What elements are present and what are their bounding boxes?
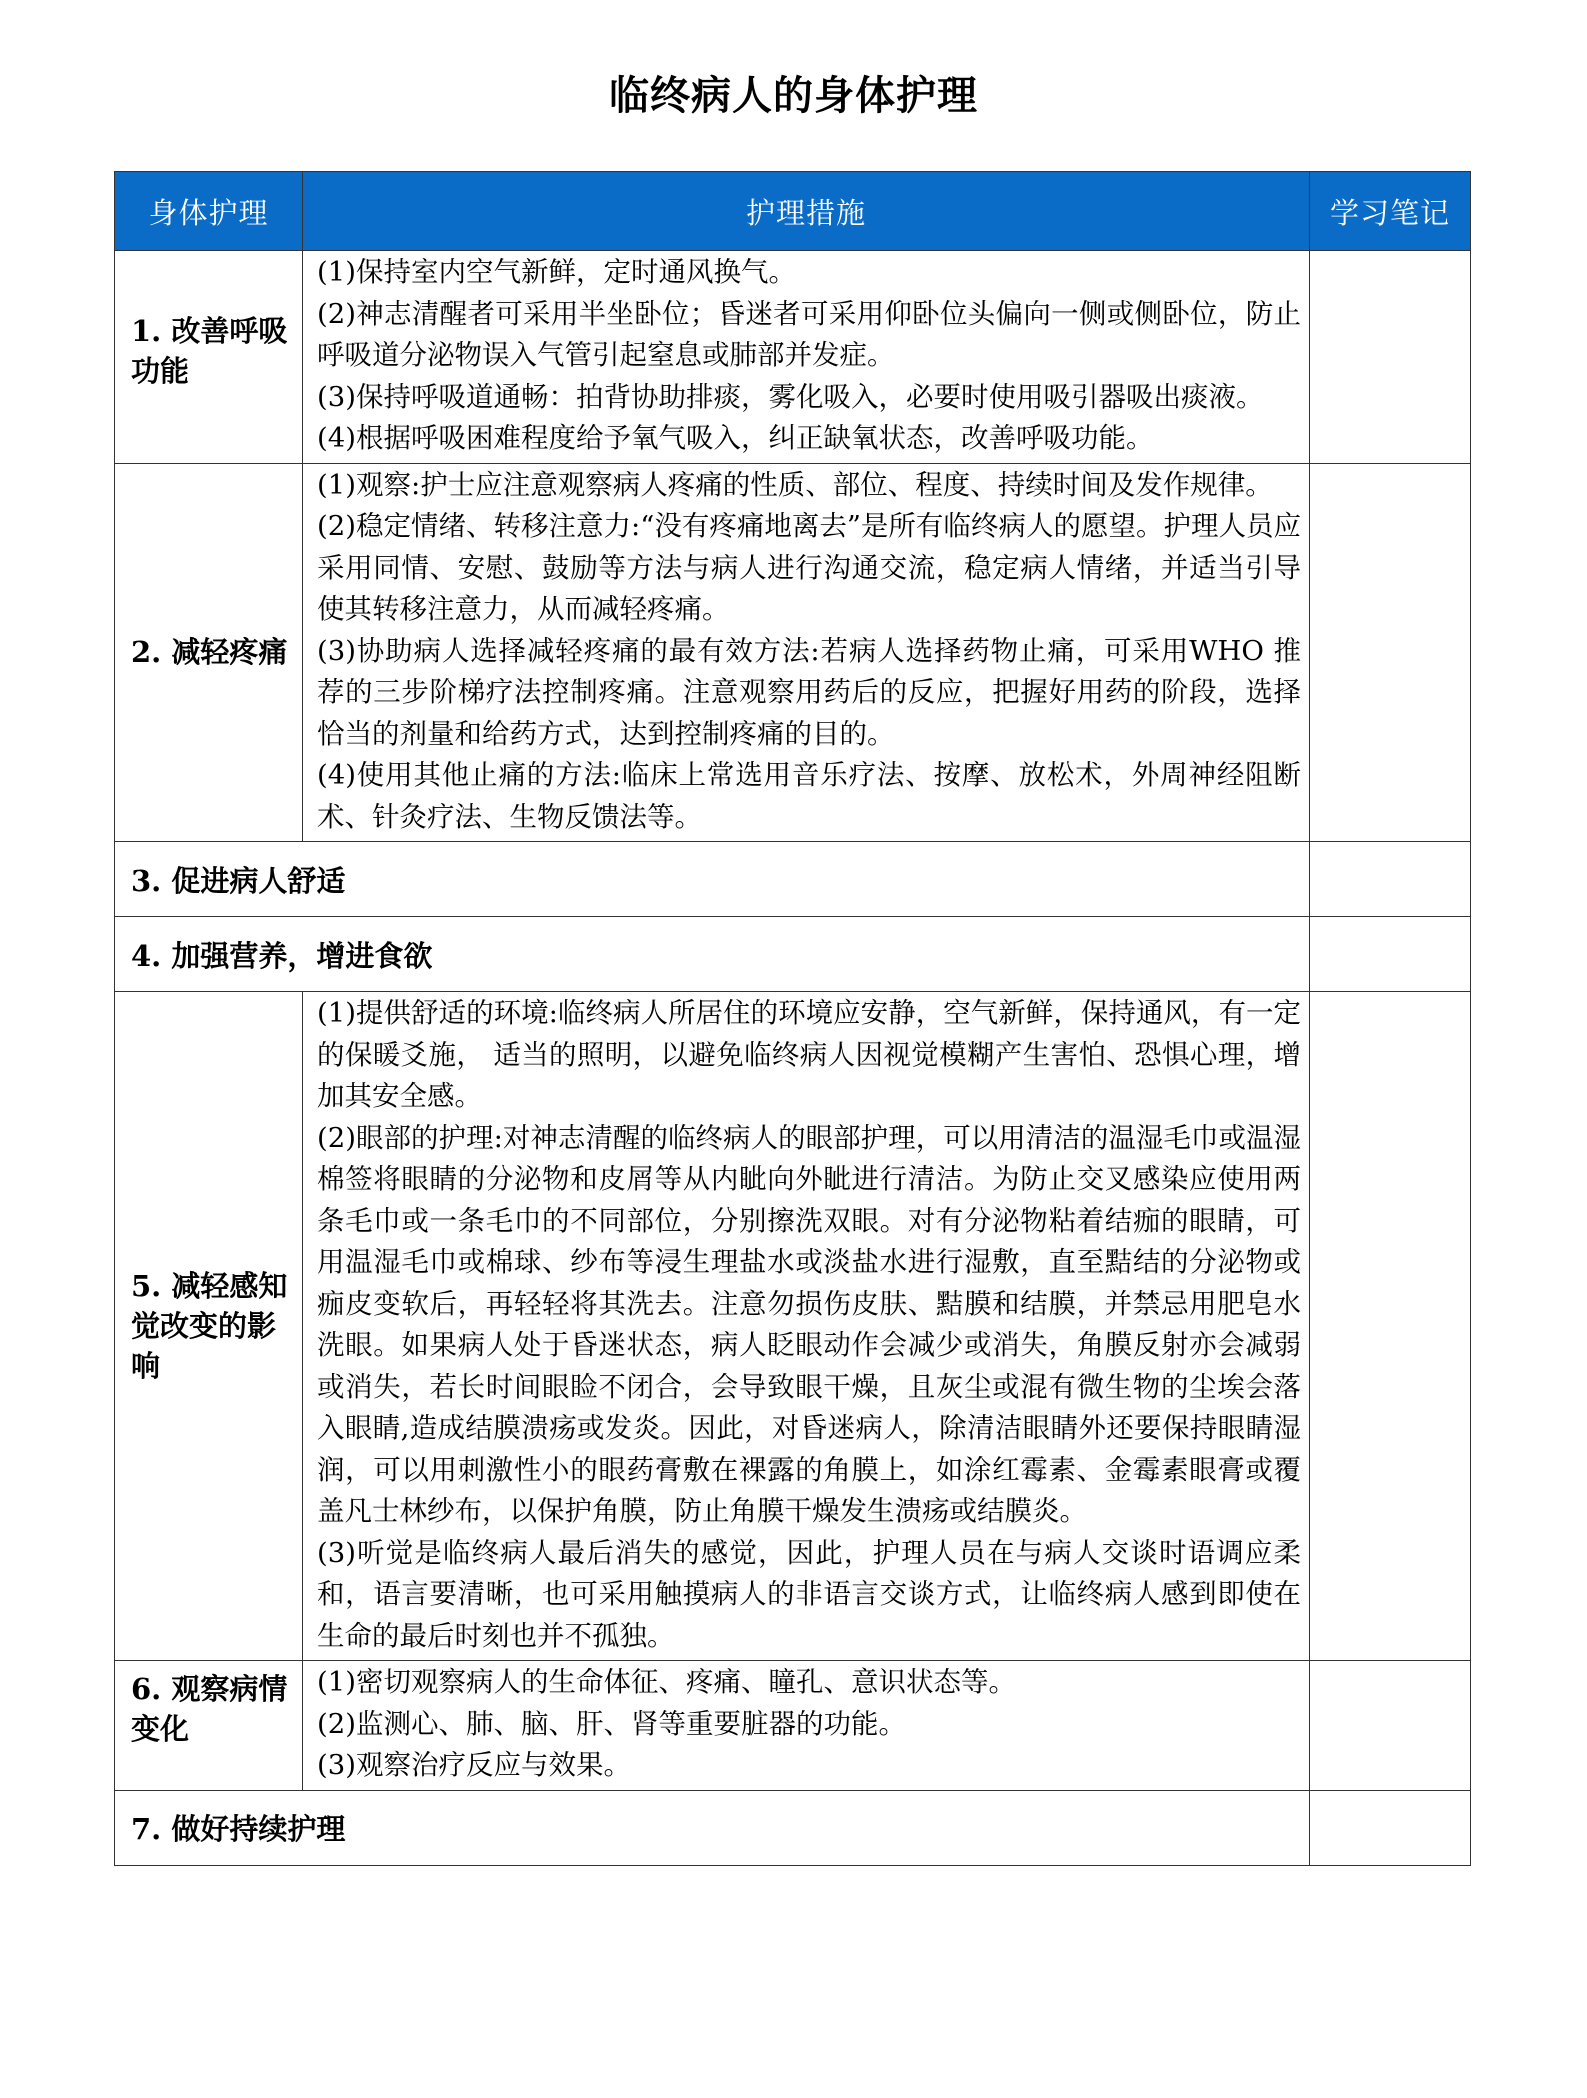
category-cell: 7. 做好持续护理 [115, 1790, 1310, 1865]
table-row [115, 463, 1471, 842]
header-notes: 学习笔记 [1310, 172, 1471, 251]
measure-item: (2)监测心、肺、脑、肝、肾等重要脏器的功能。 [317, 1707, 906, 1740]
category-cell: 3. 促进病人舒适 [115, 842, 1310, 917]
measure-item: (3)保持呼吸道通畅：拍背协助排痰，雾化吸入，必要时使用吸引器吸出痰液。 [317, 380, 1264, 413]
page-title: 临终病人的身体护理 [609, 73, 978, 119]
measures-cell [303, 251, 1310, 464]
measure-item: (1)密切观察病人的生命体征、疼痛、瞳孔、意识状态等。 [317, 1666, 1016, 1698]
measure-item: (2)神志清醒者可采用半坐卧位；昏迷者可采用仰卧位头偏向一侧或侧卧位，防止呼吸道分泌物误入气管引起窒息或肺部并发症。 [317, 297, 1301, 371]
category-cell: 1. 改善呼吸功能 [115, 251, 303, 464]
measure-item: (1)保持室内空气新鲜，定时通风换气。 [317, 256, 796, 288]
measure-item: (3)观察治疗反应与效果。 [317, 1749, 631, 1781]
measure-item: (4)根据呼吸困难程度给予氧气吸入，纠正缺氧状态，改善呼吸功能。 [317, 422, 1154, 454]
measure-item: (1)提供舒适的环境:临终病人所居住的环境应安静，空气新鲜，保持通风，有一定的保暖爻施， 适当的照明，以避免临终病人因视觉模糊产生害怕、恐惧心理，增加其安全感。 [317, 997, 1301, 1112]
table-row [115, 842, 1471, 917]
notes-cell[interactable] [1310, 251, 1471, 464]
table-row [115, 1661, 1471, 1791]
table-header-row [115, 172, 1471, 251]
notes-cell[interactable] [1310, 842, 1471, 917]
notes-cell[interactable] [1310, 463, 1471, 842]
category-cell: 4. 加强营养，增进食欲 [115, 917, 1310, 992]
measure-item: (2)眼部的护理:对神志清醒的临终病人的眼部护理，可以用清洁的温湿毛巾或温湿棉签将眼睛的分泌物和皮屑等从内眦向外眦进行清洁。为防止交叉感染应使用两条毛巾或一条毛巾的不同部位，分别擦洗双眼。对有分泌物粘着结痂的眼睛，可用温湿毛巾或棉球、纱布等浸生理盐水或淡盐水进行湿敷，直至黠结的分泌物或痂皮变软后，再轻轻将其洗去。注意勿损伤皮肤、黠膜和结膜，并禁忌用肥皂水洗眼。如果病人处于昏迷状态，病人眨眼动作会减少或消失，角膜反射亦会减弱或消失，若长时间眼睑不闭合，会导致眼干燥，且灰尘或混有微生物的尘埃会落入眼睛,造成结膜溃疡或发炎。因此，对昏迷病人，除清洁眼睛外还要保持眼睛湿润，可以用刺激性小的眼药膏敷在裸露的角膜上，如涂红霉素、金霉素眼膏或覆盖凡士林纱布，以保护角膜，防止角膜干燥发生溃疡或结膜炎。 [317, 1121, 1301, 1527]
measures-cell [303, 1661, 1310, 1791]
measures-cell [303, 992, 1310, 1661]
measure-item: (3)协助病人选择减轻疼痛的最有效方法:若病人选择药物止痛，可采用WHO 推荐的三步阶梯疗法控制疼痛。注意观察用药后的反应，把握好用药的阶段，选择恰当的剂量和给药方式，达到控制疼痛的目的。 [317, 634, 1301, 750]
category-cell: 2. 减轻疼痛 [115, 463, 303, 842]
table-row [115, 917, 1471, 992]
notes-cell[interactable] [1310, 992, 1471, 1661]
measure-item: (1)观察:护士应注意观察病人疼痛的性质、部位、程度、持续时间及发作规律。 [317, 468, 1273, 501]
notes-cell[interactable] [1310, 917, 1471, 992]
header-measures: 护理措施 [303, 172, 1310, 251]
measure-item: (3)听觉是临终病人最后消失的感觉，因此，护理人员在与病人交谈时语调应柔和，语言要清晰，也可采用触摸病人的非语言交谈方式，让临终病人感到即使在生命的最后时刻也并不孤独。 [317, 1536, 1301, 1652]
table-row [115, 1790, 1471, 1865]
table-row [115, 992, 1471, 1661]
header-category: 身体护理 [115, 172, 303, 251]
measure-item: (2)稳定情绪、转移注意力:“没有疼痛地离去”是所有临终病人的愿望。护理人员应采用同情、安慰、鼓励等方法与病人进行沟通交流，稳定病人情绪，并适当引导使其转移注意力，从而减轻疼痛。 [317, 510, 1301, 625]
measure-item: (4)使用其他止痛的方法:临床上常选用音乐疗法、按摩、放松术，外周神经阻断术、针灸疗法、生物反馈法等。 [317, 759, 1301, 833]
notes-cell[interactable] [1310, 1790, 1471, 1865]
measures-cell [303, 463, 1310, 842]
notes-cell[interactable] [1310, 1661, 1471, 1791]
nursing-care-table [114, 171, 1471, 1866]
category-cell: 5. 减轻感知觉改变的影响 [115, 992, 303, 1661]
table-row [115, 251, 1471, 464]
category-cell: 6. 观察病情变化 [115, 1661, 303, 1791]
